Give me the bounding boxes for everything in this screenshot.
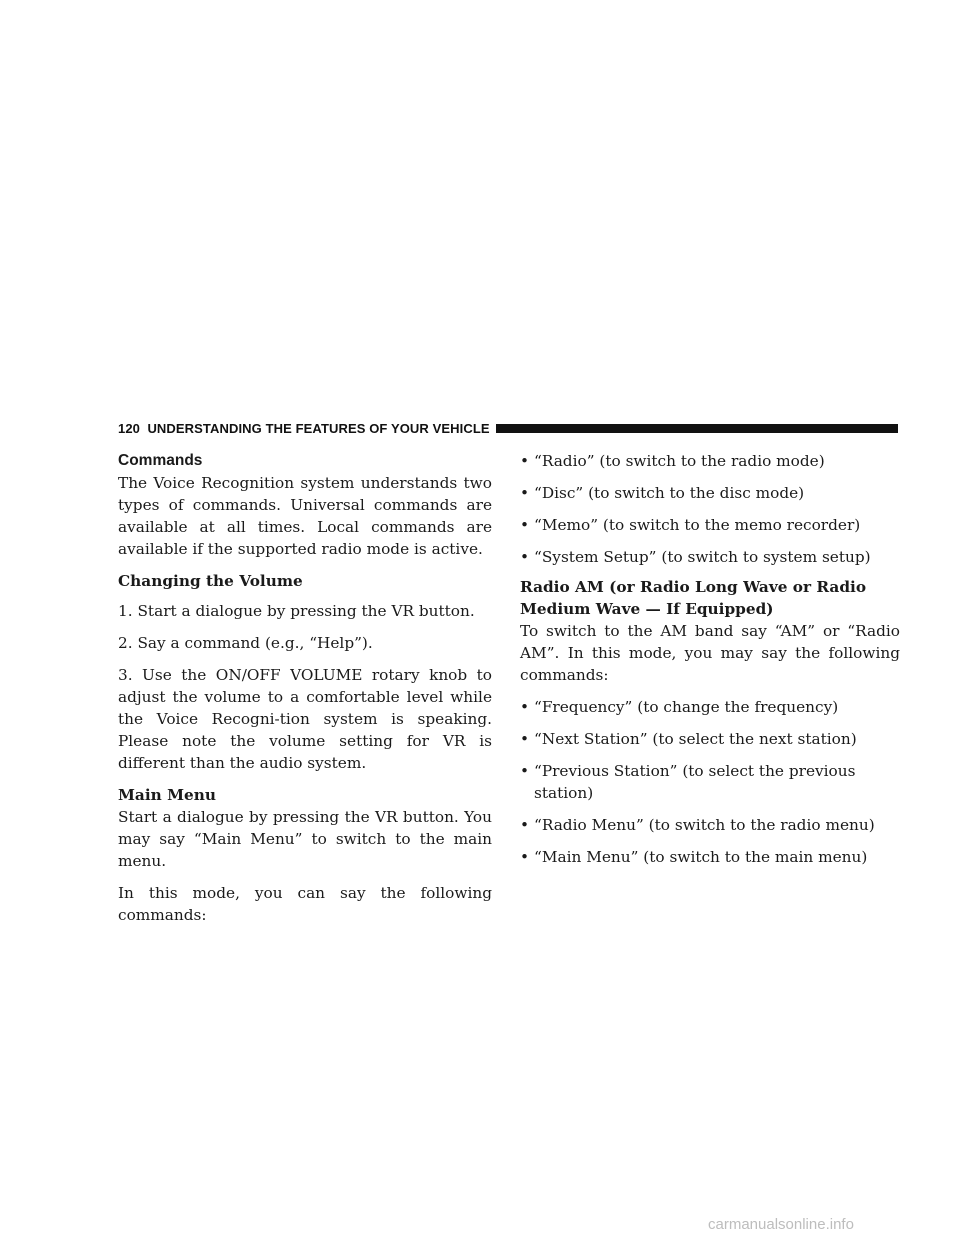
list-item — [520, 728, 900, 750]
watermark: carmanualsonline.info — [708, 1216, 854, 1233]
header-text — [118, 421, 490, 436]
list-item-text: “Previous Station” (to select the previous station) — [534, 762, 856, 802]
volume-heading: Changing the Volume — [118, 572, 303, 590]
radio-am-paragraph: To switch to the AM band say “AM” or “Radio AM”. In this mode, you may say the following commands: — [520, 622, 900, 684]
list-item-text: “Main Menu” (to switch to the main menu) — [534, 848, 868, 866]
list-item — [520, 514, 900, 536]
main-menu-paragraph: Start a dialogue by pressing the VR button. You may say “Main Menu” to switch to the main menu. — [118, 808, 492, 870]
page-number: 120 — [118, 420, 140, 436]
list-item-text: “Memo” (to switch to the memo recorder) — [534, 516, 861, 534]
bullet-icon: • — [520, 484, 530, 502]
main-menu-heading: Main Menu — [118, 786, 217, 804]
list-item — [520, 760, 900, 804]
bullet-icon: • — [520, 848, 530, 866]
bullet-icon: • — [520, 698, 530, 716]
list-item — [520, 482, 900, 504]
list-item — [520, 546, 900, 568]
list-item-text: “Disc” (to switch to the disc mode) — [534, 484, 805, 502]
bullet-icon: • — [520, 548, 530, 566]
list-item — [520, 846, 900, 868]
list-item-text: “System Setup” (to switch to system setup) — [534, 548, 871, 566]
bullet-icon: • — [520, 452, 530, 470]
page-header — [118, 419, 898, 437]
list-item-text: “Frequency” (to change the frequency) — [534, 698, 839, 716]
radio-command-list — [520, 696, 900, 868]
bullet-icon: • — [520, 816, 530, 834]
right-column — [520, 450, 900, 878]
step-2: 2. Say a command (e.g., “Help”). — [118, 634, 373, 652]
list-item-text: “Next Station” (to select the next station) — [534, 730, 857, 748]
list-item-text: “Radio Menu” (to switch to the radio menu) — [534, 816, 875, 834]
section-heading: Commands — [118, 452, 203, 469]
header-section-title: UNDERSTANDING THE FEATURES OF YOUR VEHICLE — [147, 420, 490, 436]
step-3: 3. Use the ON/OFF VOLUME rotary knob to adjust the volume to a comfortable level while the Voice Recogni-tion system is speaking. Please note the volume setting for VR is different than the audio system. — [118, 666, 492, 772]
step-1: 1. Start a dialogue by pressing the VR button. — [118, 602, 475, 620]
mode-paragraph: In this mode, you can say the following commands: — [118, 884, 492, 924]
intro-paragraph: The Voice Recognition system understands two types of commands. Universal commands are available at all times. Local commands are available if the supported radio mode is active. — [118, 474, 492, 558]
list-item — [520, 814, 900, 836]
radio-am-heading: Radio AM (or Radio Long Wave or Radio Medium Wave — If Equipped) — [520, 578, 867, 618]
list-item-text: “Radio” (to switch to the radio mode) — [534, 452, 825, 470]
list-item — [520, 696, 900, 718]
left-column — [118, 450, 492, 936]
bullet-icon: • — [520, 730, 530, 748]
header-rule — [496, 424, 898, 433]
list-item — [520, 450, 900, 472]
bullet-icon: • — [520, 516, 530, 534]
main-menu-command-list — [520, 450, 900, 568]
bullet-icon: • — [520, 762, 530, 780]
